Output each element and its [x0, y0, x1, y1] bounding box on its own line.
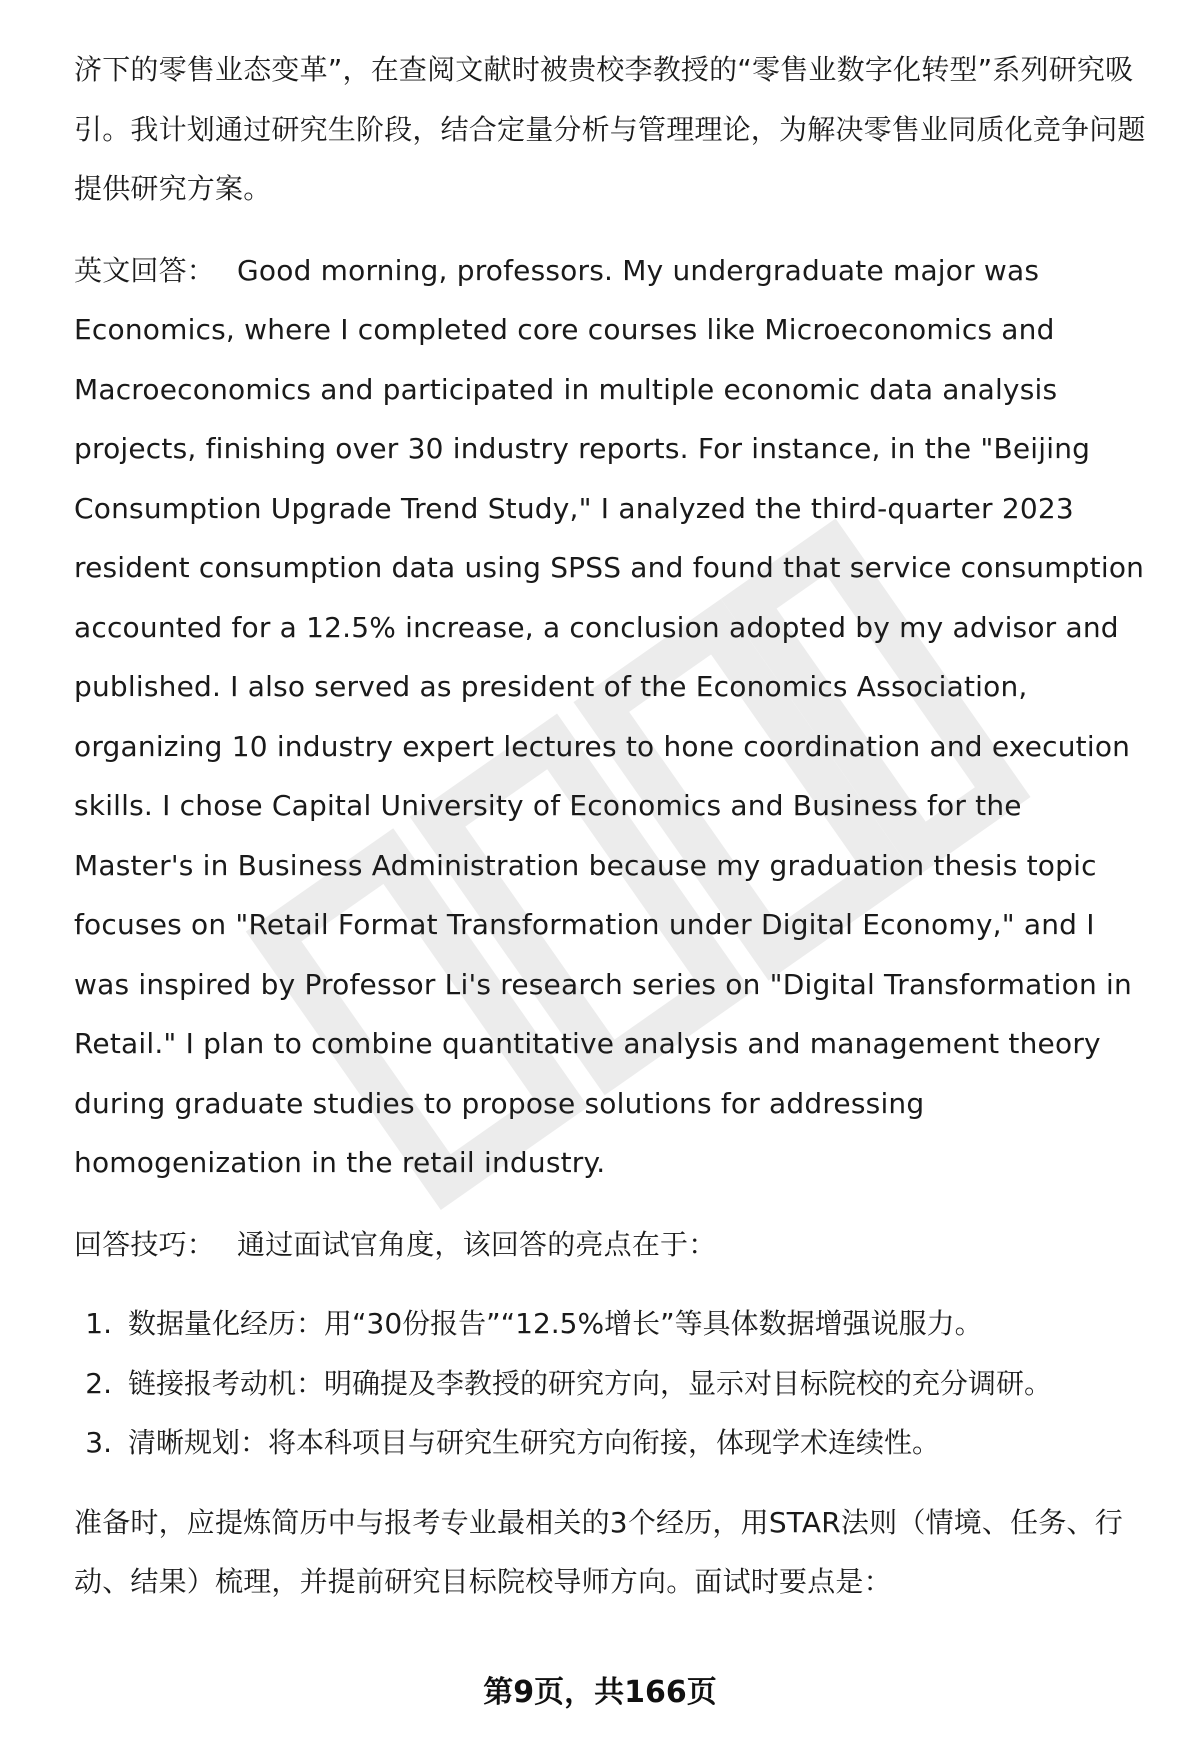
- english-answer-label: 英文回答：: [74, 253, 216, 287]
- tips-label: 回答技巧：: [74, 1227, 216, 1261]
- list-item: [74, 1354, 1148, 1414]
- list-item-text: 链接报考动机：明确提及李教授的研究方向，显示对目标院校的充分调研。: [128, 1366, 1053, 1400]
- paragraph-intro-cn: 济下的零售业态变革”，在查阅文献时被贵校李教授的“零售业数字化转型”系列研究吸引。我计划通过研究生阶段，结合定量分析与管理理论，为解决零售业同质化竞争问题提供研究方案。: [74, 53, 1146, 205]
- paragraph-english-answer: [74, 241, 1148, 1193]
- document-page: [74, 40, 1148, 1612]
- list-item: [74, 1294, 1148, 1354]
- list-item-number: 1.: [85, 1307, 112, 1340]
- tips-intro-text: 通过面试官角度，该回答的亮点在于：: [237, 1227, 717, 1261]
- english-answer-text: Good morning, professors. My undergraduate major was Economics, where I completed core courses like Microeconomics and Macroeconomics and participated in multiple economic data analysis projects, finishing over 30 industry reports. For instance, in the "Beijing Consumption Upgrade Trend Study," I analyzed the third-quarter 2023 resident consumption data using SPSS and found that service consumption accounted for a 12.5% increase, a conclusion adopted by my advisor and published. I also served as president of the Economics Association, organizing 10 industry expert lectures to hone coordination and execution skills. I chose Capital University of Economics and Business for the Master's in Business Administration because my graduation thesis topic focuses on "Retail Format Transformation under Digital Economy," and I was inspired by Professor Li's research series on "Digital Transformation in Retail." I plan to combine quantitative analysis and management theory during graduate studies to propose solutions for addressing homogenization in the retail industry.: [74, 253, 1145, 1179]
- tips-list: [74, 1294, 1148, 1473]
- list-item-text: 数据量化经历：用“30份报告”“12.5%增长”等具体数据增强说服力。: [128, 1307, 983, 1340]
- paragraph-tips-heading: [74, 1215, 1148, 1275]
- page-number-footer: 第9页，共166页: [483, 1675, 717, 1710]
- list-item-number: 3.: [85, 1426, 112, 1459]
- paragraph-closing: 准备时，应提炼简历中与报考专业最相关的3个经历，用STAR法则（情境、任务、行动、结果）梳理，并提前研究目标院校导师方向。面试时要点是：: [74, 1505, 1123, 1598]
- list-item-number: 2.: [85, 1366, 112, 1400]
- list-item-text: 清晰规划：将本科项目与研究生研究方向衔接，体现学术连续性。: [128, 1426, 941, 1459]
- list-item: [74, 1413, 1148, 1473]
